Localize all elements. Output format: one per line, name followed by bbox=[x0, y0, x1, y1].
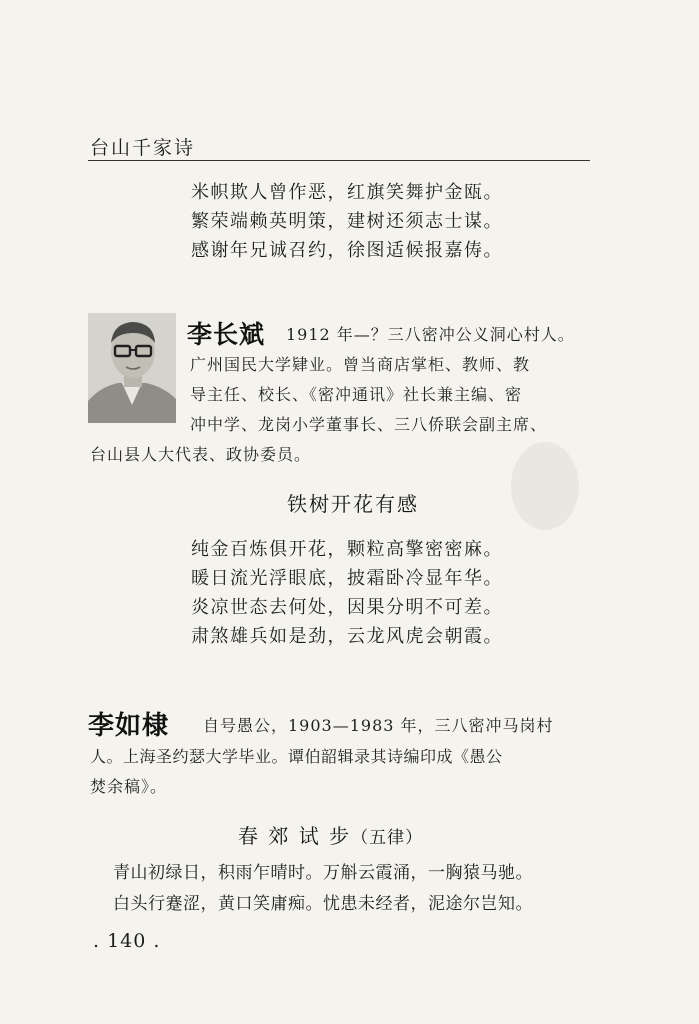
portrait-photo-image bbox=[88, 313, 176, 423]
running-head: 台山千家诗 bbox=[90, 137, 196, 159]
poem-form: （五律） bbox=[351, 828, 424, 848]
poem-title bbox=[238, 820, 423, 849]
bleed-through-portrait-shadow bbox=[505, 438, 585, 538]
header-rule bbox=[88, 160, 590, 161]
author-name: 李长斌 bbox=[187, 320, 266, 349]
verse-line: 纯金百炼俱开花，颗粒高擎密密麻。 bbox=[191, 539, 503, 560]
author-bio-line: 焚余稿》。 bbox=[90, 777, 168, 796]
author-name: 李如棣 bbox=[88, 711, 170, 741]
author-bio-line: 广州国民大学肄业。曾当商店掌柜、教师、教 bbox=[190, 355, 531, 374]
author-bio-line: 人。上海圣约瑟大学毕业。谭伯韶辑录其诗编印成《愚公 bbox=[90, 747, 503, 766]
verse-line: 肃煞雄兵如是劲，云龙风虎会朝霞。 bbox=[191, 626, 503, 647]
verse-line: 感谢年兄诚召约，徐图适候报嘉俦。 bbox=[191, 240, 503, 261]
verse-line: 繁荣端赖英明策，建树还须志士谋。 bbox=[191, 211, 503, 232]
author-bio-line: 台山县人大代表、政协委员。 bbox=[90, 445, 312, 464]
poem-title-text: 春 郊 试 步 bbox=[238, 824, 352, 848]
verse-line: 白头行蹇涩，黄口笑庸痴。忧患未经者，泥途尔岂知。 bbox=[113, 894, 533, 914]
verse-line: 炎凉世态去何处，因果分明不可差。 bbox=[191, 597, 503, 618]
page-number: . 140 . bbox=[93, 930, 161, 952]
bleed-through-artifact bbox=[560, 175, 640, 195]
verse-line: 暖日流光浮眼底，披霜卧冷显年华。 bbox=[191, 568, 503, 589]
author-bio-line: 自号愚公，1903—1983 年，三八密冲马岗村 bbox=[203, 716, 554, 735]
poem-title: 铁树开花有感 bbox=[287, 492, 419, 516]
author-portrait bbox=[88, 313, 176, 423]
author-bio-line: 冲中学、龙岗小学董事长、三八侨联会副主席、 bbox=[190, 415, 548, 434]
verse-line: 米帜欺人曾作恶，红旗笑舞护金瓯。 bbox=[191, 182, 503, 203]
author-bio-line: 导主任、校长、《密冲通讯》社长兼主编、密 bbox=[190, 385, 523, 404]
author-bio-line: 1912 年—？三八密冲公义洞心村人。 bbox=[286, 325, 575, 344]
verse-line: 青山初绿日，积雨乍晴时。万斛云霞涌，一胸猿马驰。 bbox=[113, 863, 533, 883]
